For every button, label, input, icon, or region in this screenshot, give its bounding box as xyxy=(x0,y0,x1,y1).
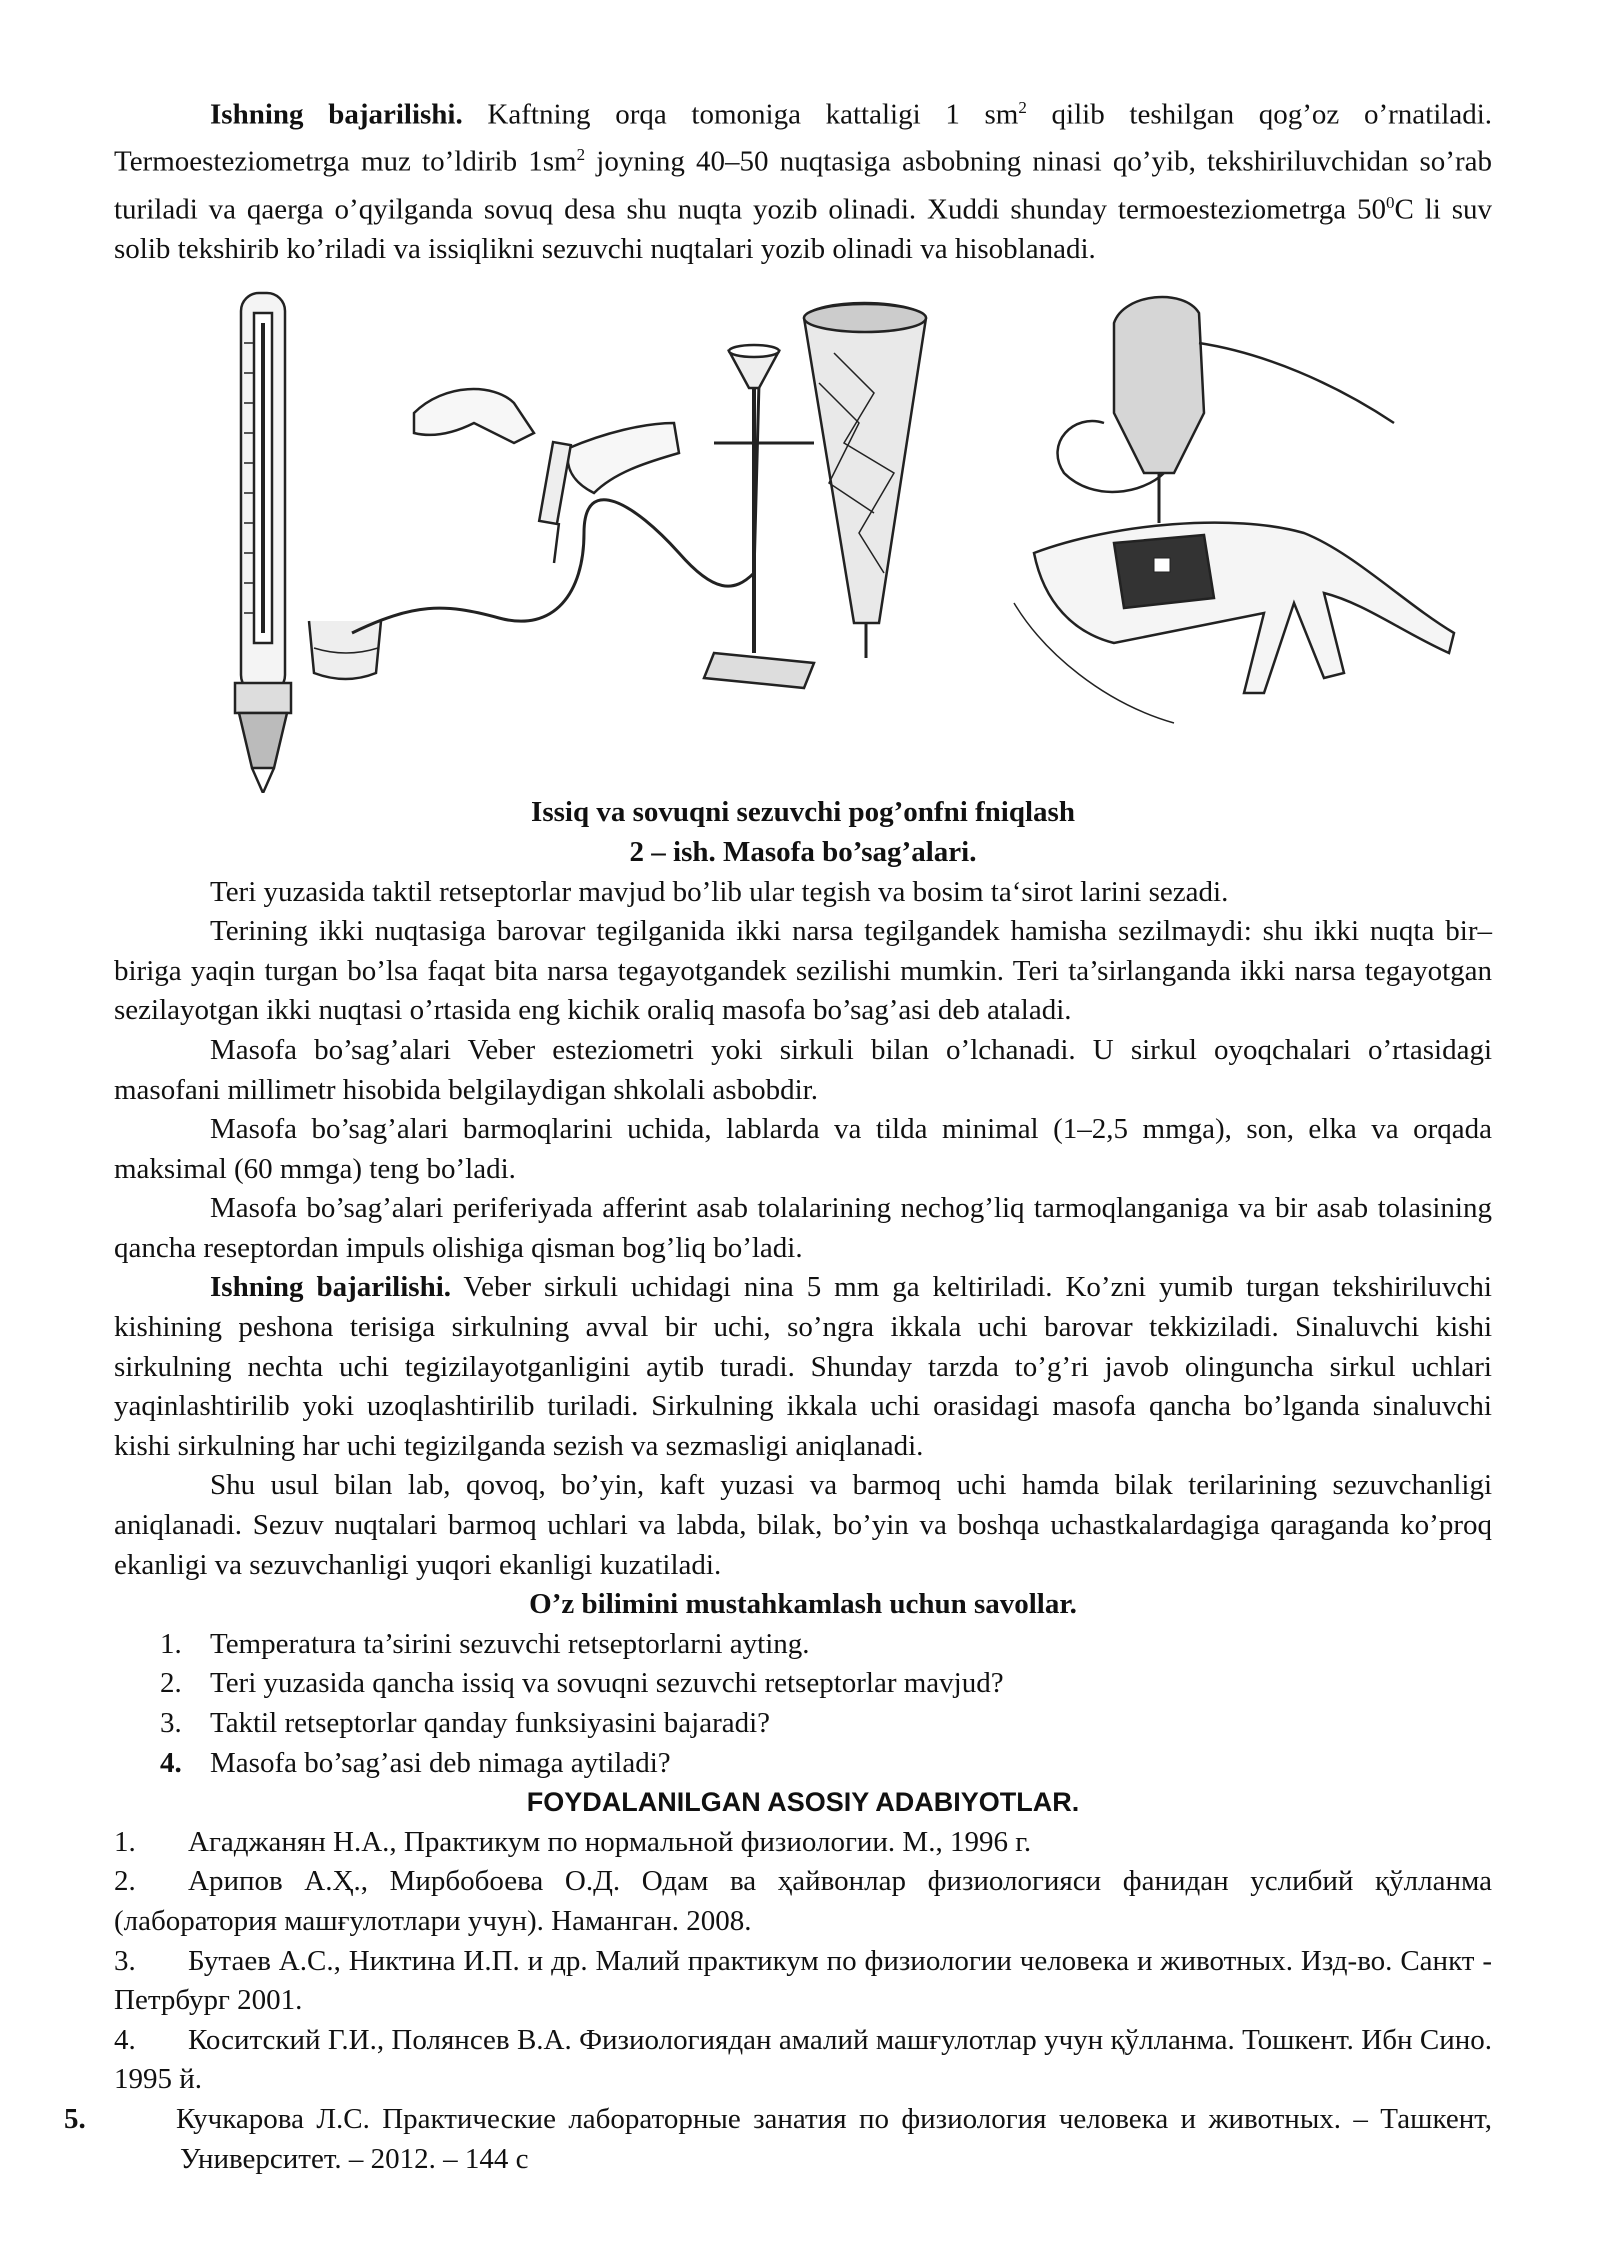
body-paragraph: Shu usul bilan lab, qovoq, bo’yin, kaft yuzasi va barmoq uchi hamda bilak terilarining sezuvchanligi aniqlanadi. Sezuv nuqtalari barmoq uchlari va labda, bilak, bo’yin va boshqa uchastkalardagiga qaraganda ko’proq ekanligi va sezuvchanligi yuqori ekanligi kuzatiladi. xyxy=(114,1469,1492,1581)
references-list xyxy=(64,1823,1492,2179)
thermometer-drawing xyxy=(235,293,291,793)
questions-list xyxy=(114,1625,1492,1783)
body-paragraph: Terining ikki nuqtasiga barovar tegilganida ikki narsa tegilgandek hamisha sezilmaydi: shu ikki nuqta bir–biriga yaqin turgan bo’lsa faqat bita narsa tegayotgandek sezilishi mumkin. Teri ta’sirlanganda ikki narsa tegayotgan sezilayotgan ikki nuqtasi o’rtasida eng kichik oraliq masofa bo’sag’asi deb ataladi. xyxy=(114,915,1492,1027)
reference-item: 3. Бутаев А.С., Никтина И.П. и др. Малий практикум по физиологии человека и животных. Изд-во. Санкт - Петрбург 2001. xyxy=(114,1944,1492,2017)
reference-item: 2. Арипов А.Ҳ., Мирбобоева О.Д. Одам ва ҳайвонлар физиологияси фанидан услибий қўлланма (лаборатория машғулотлари учун). Наманган. 2008. xyxy=(114,1865,1492,1937)
question-item: 2. Teri yuzasida qancha issiq va sovuqni sezuvchi retseptorlar mavjud? xyxy=(160,1667,1004,1700)
question-item: 4. Masofa bo’sag’asi deb nimaga aytiladi? xyxy=(160,1746,671,1779)
procedure-paragraph-2: Ishning bajarilishi. Veber sirkuli uchidagi nina 5 mm ga keltiriladi. Ko’zni yumib turgan tekshiriluvchi kishining peshona terisiga sirkulning avval bir uchi, so’ngra ikkala uchi barovar tekkiziladi. Sinaluvchi kishi sirkulning nechta uchi tegizilayotganligini aytib turadi. Shunday tarzda to’g’ri javob olinguncha sirkul uchlari yaqinlashtirilib yoki uzoqlashtirilib turiladi. Sirkulning ikkala uchi orasidagi masofa qancha bo’lganda sinaluvchi kishi sirkulning har uchi tegizilganda sezish va sezmasligi aniqlanadi. xyxy=(114,1271,1492,1462)
procedure-lead: Ishning bajarilishi. xyxy=(210,1271,452,1304)
references-title: FOYDALANILGAN ASOSIY ADABIYOTLAR. xyxy=(526,1787,1080,1818)
procedure-paragraph-1: Ishning bajarilishi. Kaftning orqa tomoniga kattaligi 1 $sm^2$ qilib teshilgan qog’oz o’rnatiladi. Termoesteziometrga muz to’ldirib $1sm^2$ joyning 40–50 nuqtasiga asbobning ninasi qo’yib, tekshiriluvchidan so’rab turiladi va qaerga o’qyilganda sovuq desa shu nuqta yozib olinadi. Xuddi shunday termoesteziometrga $50^0C$ li suv solib tekshirib ko’riladi va issiqlikni sezuvchi nuqtalari yozib olinadi va hisoblanadi. xyxy=(114,98,1493,265)
document-page xyxy=(64,88,1493,2179)
reference-item: 4. Коситский Г.И., Полянсев В.А. Физиологиядан амалий машғулотлар учун қўлланма. Тошкент. Ибн Сино. 1995 й. xyxy=(114,2023,1492,2096)
reference-item: 5. Кучкарова Л.С. Практические лабораторные занатия по физиология человека и животных. – Ташкент, Университет. – 2012. – 144 с xyxy=(64,2102,1492,2175)
section-title: 2 – ish. Masofa bo’sag’alari. xyxy=(629,835,977,868)
body-paragraph: Masofa bo’sag’alari periferiyada afferint asab tolalarining nechog’liq tarmoqlanganiga va bir asab tolasining qancha reseptordan impuls olishiga qisman bog’liq bo’ladi. xyxy=(114,1192,1492,1264)
questions-title: O’z bilimini mustahkamlash uchun savollar. xyxy=(529,1588,1077,1621)
question-item: 1. Temperatura ta’sirini sezuvchi retseptorlarni ayting. xyxy=(160,1627,810,1660)
body-paragraph: Masofa bo’sag’alari barmoqlarini uchida, lablarda va tilda minimal (1–2,5 mmga), son, elka va orqada maksimal (60 mmga) teng bo’ladi. xyxy=(114,1113,1492,1185)
illustration-drawing xyxy=(114,273,1492,793)
reference-item: 1. Агаджанян Н.А., Практикум по нормальной физиологии. М., 1996 г. xyxy=(114,1825,1032,1858)
body-paragraph: Masofa bo’sag’alari Veber esteziometri yoki sirkuli bilan o’lchanadi. U sirkul oyoqchalari o’rtasidagi masofani millimetr hisobida belgilaydigan shkolali asbobdir. xyxy=(114,1033,1492,1106)
thermoesthesiometer-illustration xyxy=(114,273,1492,793)
procedure-lead: Ishning bajarilishi. xyxy=(210,98,463,131)
question-item: 3. Taktil retseptorlar qanday funksiyasini bajaradi? xyxy=(160,1707,771,1739)
figure-caption: Issiq va sovuqni sezuvchi pog’onfni fniqlash xyxy=(531,796,1075,829)
body-paragraph: Teri yuzasida taktil retseptorlar mavjud bo’lib ular tegish va bosim ta‘sirot larini sezadi. xyxy=(210,875,1229,908)
